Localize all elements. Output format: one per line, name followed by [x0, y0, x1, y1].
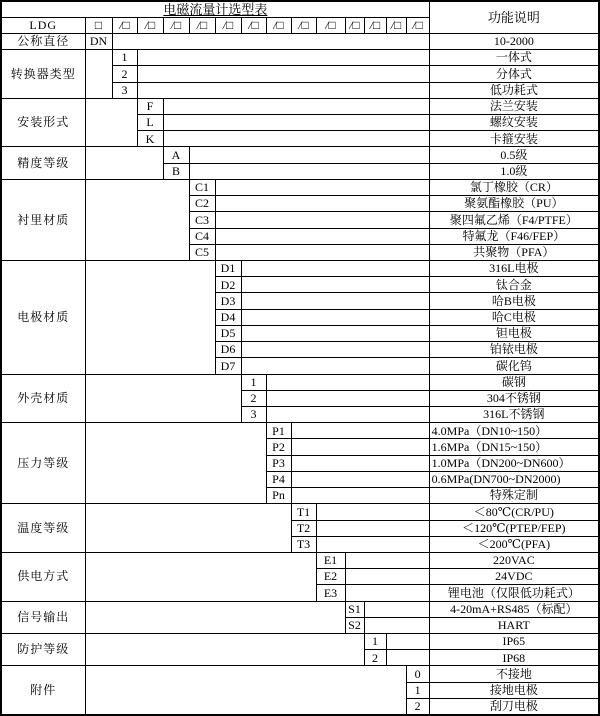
code-cell: A [163, 147, 189, 163]
model-slot-cell: /□ [112, 17, 137, 33]
model-box-cell: □ [85, 17, 112, 33]
empty-span-cell [316, 536, 429, 552]
description-cell: 共聚物（PFA） [429, 244, 599, 260]
empty-span-cell [163, 131, 429, 147]
empty-span-cell [137, 50, 429, 66]
code-cell: C2 [189, 196, 215, 212]
category-cell: 压力等级 [1, 423, 85, 504]
empty-span-cell [241, 358, 429, 374]
empty-span-cell [291, 471, 429, 487]
code-cell: E1 [316, 552, 345, 568]
table-title [1, 1, 429, 17]
empty-span-cell [163, 98, 429, 114]
empty-span-cell [85, 504, 291, 553]
empty-span-cell [85, 552, 316, 601]
category-cell: 外壳材质 [1, 374, 85, 423]
empty-span-cell [291, 423, 429, 439]
empty-span-cell [85, 50, 112, 99]
code-cell: C5 [189, 244, 215, 260]
code-cell: K [137, 131, 163, 147]
empty-span-cell [386, 650, 429, 666]
empty-span-cell [85, 601, 345, 633]
empty-span-cell [291, 455, 429, 471]
category-cell: 信号输出 [1, 601, 85, 633]
code-cell: 1 [364, 634, 386, 650]
description-cell: HART [429, 617, 599, 633]
description-cell: 不接地 [429, 666, 599, 682]
empty-span-cell [85, 666, 406, 715]
code-cell: 2 [241, 390, 266, 406]
code-cell: L [137, 115, 163, 131]
category-cell: 防护等级 [1, 634, 85, 666]
model-slot-cell: /□ [386, 17, 406, 33]
empty-span-cell [215, 179, 429, 195]
description-cell: 卡箍安装 [429, 131, 599, 147]
code-cell: C4 [189, 228, 215, 244]
description-cell: 螺纹安装 [429, 115, 599, 131]
description-cell: ＜120℃(PTEP/FEP) [429, 520, 599, 536]
code-cell: D4 [215, 309, 241, 325]
empty-span-cell [85, 374, 241, 423]
description-cell: 分体式 [429, 66, 599, 82]
empty-span-cell [241, 342, 429, 358]
description-cell: 碳化钨 [429, 358, 599, 374]
description-cell: 聚四氟乙烯（F4/PTFE） [429, 212, 599, 228]
description-cell: ＜200℃(PFA) [429, 536, 599, 552]
empty-span-cell [364, 601, 429, 617]
model-slot-cell: /□ [137, 17, 163, 33]
description-cell: 氯丁橡胶（CR） [429, 179, 599, 195]
empty-span-cell [215, 196, 429, 212]
code-cell: P2 [266, 439, 291, 455]
description-cell: ＜80℃(CR/PU) [429, 504, 599, 520]
empty-span-cell [85, 634, 364, 666]
empty-span-cell [189, 147, 429, 163]
empty-span-cell [189, 163, 429, 179]
description-cell: 低功耗式 [429, 82, 599, 98]
category-cell: 转换器类型 [1, 50, 85, 99]
empty-span-cell [364, 617, 429, 633]
description-cell: 24VDC [429, 569, 599, 585]
code-cell: P3 [266, 455, 291, 471]
category-cell: 附件 [1, 666, 85, 715]
empty-span-cell [345, 552, 429, 568]
description-cell: 哈B电极 [429, 293, 599, 309]
description-cell: 钛合金 [429, 277, 599, 293]
description-cell: 1.0级 [429, 163, 599, 179]
description-cell: 4.0MPa（DN10~150） [429, 423, 599, 439]
empty-span-cell [85, 98, 137, 147]
description-cell: 1.0MPa（DN200~DN600） [429, 455, 599, 471]
empty-span-cell [316, 504, 429, 520]
code-cell: 0 [406, 666, 429, 682]
empty-span-cell [345, 585, 429, 601]
empty-span-cell [266, 406, 429, 422]
description-cell: 哈C电极 [429, 309, 599, 325]
empty-span-cell [266, 374, 429, 390]
description-cell: 锂电池（仅限低功耗式） [429, 585, 599, 601]
empty-span-cell [85, 261, 215, 375]
description-cell: 特殊定制 [429, 488, 599, 504]
empty-span-cell [163, 115, 429, 131]
description-cell: 刮刀电极 [429, 698, 599, 715]
code-cell: D7 [215, 358, 241, 374]
code-cell: 2 [364, 650, 386, 666]
model-slot-cell: /□ [316, 17, 345, 33]
code-cell: 1 [112, 50, 137, 66]
code-cell: S1 [345, 601, 364, 617]
description-cell: 1.6MPa（DN15~150） [429, 439, 599, 455]
code-cell: D3 [215, 293, 241, 309]
code-cell: P1 [266, 423, 291, 439]
empty-span-cell [241, 277, 429, 293]
empty-span-cell [291, 439, 429, 455]
empty-span-cell [266, 390, 429, 406]
description-cell: 4-20mA+RS485（标配） [429, 601, 599, 617]
description-cell: 特氟龙（F46/FEP） [429, 228, 599, 244]
empty-span-cell [137, 82, 429, 98]
category-cell: 公称直径 [1, 33, 85, 49]
model-slot-cell: /□ [364, 17, 386, 33]
category-cell: 温度等级 [1, 504, 85, 553]
code-cell: C1 [189, 179, 215, 195]
empty-span-cell [112, 33, 429, 49]
empty-span-cell [241, 261, 429, 277]
function-header-cell: 功能说明 [429, 1, 599, 33]
description-cell: IP68 [429, 650, 599, 666]
code-cell: DN [85, 33, 112, 49]
code-cell: T3 [291, 536, 316, 552]
description-cell: IP65 [429, 634, 599, 650]
code-cell: P4 [266, 471, 291, 487]
description-cell: 铂铱电极 [429, 342, 599, 358]
empty-span-cell [386, 634, 429, 650]
empty-span-cell [85, 147, 163, 179]
code-cell: B [163, 163, 189, 179]
empty-span-cell [241, 309, 429, 325]
model-slot-cell: /□ [163, 17, 189, 33]
code-cell: T1 [291, 504, 316, 520]
table-title-text: 电磁流量计选型表 [163, 1, 268, 17]
model-slot-cell: /□ [406, 17, 429, 33]
code-cell: E2 [316, 569, 345, 585]
code-cell: D1 [215, 261, 241, 277]
description-cell: 法兰安装 [429, 98, 599, 114]
empty-span-cell [241, 325, 429, 341]
category-cell: 供电方式 [1, 552, 85, 601]
code-cell: F [137, 98, 163, 114]
empty-span-cell [85, 179, 189, 260]
code-cell: 2 [112, 66, 137, 82]
code-cell: 2 [406, 698, 429, 715]
model-slot-cell: /□ [345, 17, 364, 33]
description-cell: 316L电极 [429, 261, 599, 277]
category-cell: 衬里材质 [1, 179, 85, 260]
model-slot-cell: /□ [291, 17, 316, 33]
description-cell: 220VAC [429, 552, 599, 568]
model-prefix-cell: LDG [1, 17, 85, 33]
empty-span-cell [215, 244, 429, 260]
empty-span-cell [215, 228, 429, 244]
description-cell: 316L不锈钢 [429, 406, 599, 422]
code-cell: T2 [291, 520, 316, 536]
code-cell: 3 [241, 406, 266, 422]
empty-span-cell [291, 488, 429, 504]
description-cell: 碳钢 [429, 374, 599, 390]
model-slot-cell: /□ [241, 17, 266, 33]
description-cell: 304不锈钢 [429, 390, 599, 406]
description-cell: 钽电极 [429, 325, 599, 341]
category-cell: 安装形式 [1, 98, 85, 147]
category-cell: 电极材质 [1, 261, 85, 375]
empty-span-cell [345, 569, 429, 585]
empty-span-cell [137, 66, 429, 82]
empty-span-cell [85, 423, 266, 504]
description-cell: 0.6MPa(DN700~DN2000) [429, 471, 599, 487]
description-cell: 0.5级 [429, 147, 599, 163]
model-slot-cell: /□ [266, 17, 291, 33]
code-cell: S2 [345, 617, 364, 633]
code-cell: Pn [266, 488, 291, 504]
code-cell: E3 [316, 585, 345, 601]
description-cell: 10-2000 [429, 33, 599, 49]
code-cell: D6 [215, 342, 241, 358]
code-cell: 1 [241, 374, 266, 390]
empty-span-cell [316, 520, 429, 536]
code-cell: 1 [406, 682, 429, 698]
code-cell: D5 [215, 325, 241, 341]
description-cell: 聚氨酯橡胶（PU） [429, 196, 599, 212]
model-slot-cell: /□ [215, 17, 241, 33]
code-cell: D2 [215, 277, 241, 293]
code-cell: C3 [189, 212, 215, 228]
empty-span-cell [215, 212, 429, 228]
code-cell: 3 [112, 82, 137, 98]
category-cell: 精度等级 [1, 147, 85, 179]
description-cell: 接地电极 [429, 682, 599, 698]
empty-span-cell [241, 293, 429, 309]
model-slot-cell: /□ [189, 17, 215, 33]
description-cell: 一体式 [429, 50, 599, 66]
